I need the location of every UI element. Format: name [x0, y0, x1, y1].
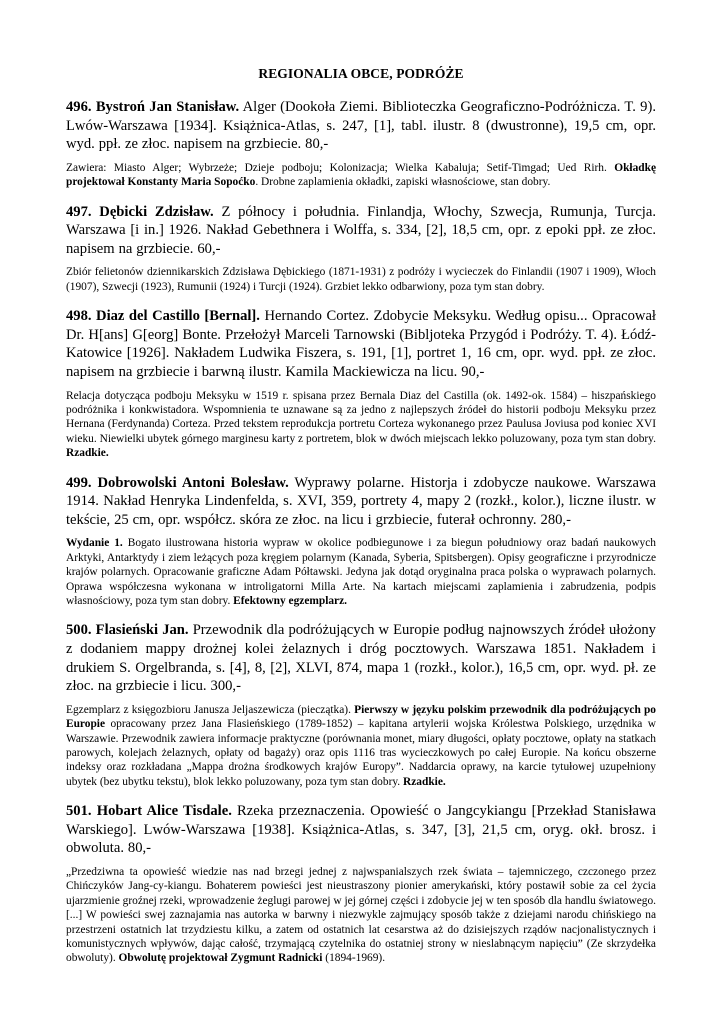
- entry-description: [66, 474, 656, 530]
- entry-main-text: Z północy i południa. Finlandja, Włochy, Szwecja, Rumunja, Turcja. Warszawa [i in.] 1926. Nakład Gebethnera i Wolffa, s. 334, [2], 18,5 cm, opr. z epoki ppł. ze złoc. napisem na grzbiecie. 60,-: [66, 203, 656, 257]
- note-highlight: Okładkę projektował Konstanty Maria Sopoćko: [66, 161, 656, 189]
- entry-author: 497. Dębicki Zdzisław.: [66, 203, 214, 220]
- entry-description: [66, 621, 656, 695]
- entry-description: [66, 802, 656, 858]
- note-highlight: Rzadkie.: [403, 775, 446, 788]
- note-text: Relacja dotycząca podboju Meksyku w 1519 r. spisana przez Bernala Diaz del Castilla (ok. 1492-ok. 1584) – hiszpańskiego podróżnika i konkwistadora. Wspomnienia te uznawane są za jedno z najlepszych źródeł do historii podboju Meksyku przez Hernana (Ferdynanda) Corteza. Przed tekstem reprodukcja portretu Corteza wykonanego przez Paulusa Joviusa pod koniec XVI wieku. Niewielki ubytek górnego marginesu karty z portretem, blok w dwóch miejscach lekko poluzowany, poza tym stan dobry.: [66, 389, 656, 445]
- entry-note: [66, 536, 656, 608]
- entry-author: 501. Hobart Alice Tisdale.: [66, 803, 232, 820]
- note-highlight: Efektowny egzemplarz.: [233, 595, 348, 607]
- catalog-page: [66, 64, 656, 979]
- entry-note: [66, 265, 656, 294]
- note-text: Bogato ilustrowana historia wypraw w okolice podbiegunowe i za biegun południowy oraz badań naukowych Arktyki, Antarktydy i ziem leżących poza kręgiem polarnym (Kanada, Syberia, Spitsbergen). Opisy geograficzne i przyrodnicze krajów polarnych. Opracowanie graficzne Adam Półtawski. Jedyna jak dotąd oryginalna praca polska o wyprawach polarnych. Oprawa współczesna wykonana w introligatorni Milla Arte. Na kartach miejscami zaplamienia i zabrudzenia, podpis własnościowy, poza tym stan dobry.: [66, 537, 656, 607]
- catalog-entry-497: [66, 203, 656, 295]
- note-text: Zbiór felietonów dziennikarskich Zdzisława Dębickiego (1871-1931) z podróży i wycieczek do Finlandii (1907 i 1909), Włoch (1907), Szwecji (1923), Rumunii (1924) i Turcji (1924). Grzbiet lekko odbarwiony, poza tym stan dobry.: [66, 266, 656, 293]
- entry-main-text: Hernando Cortez. Zdobycie Meksyku. Według opisu... Opracował Dr. H[ans] G[eorg] Bonte. Przełożył Marceli Tarnowski (Bibljoteka Przygód i Podróży. T. 4). Łódź-Katowice [1926]. Nakładem Ludwika Fiszera, s. 191, [1], portret 1, 16 cm, opr. wyd. ppł. ze złoc. napisem na grzbiecie i barwną ilustr. Kamila Mackiewicza na licu. 90,-: [66, 308, 656, 380]
- note-text: opracowany przez Jana Flasieńskiego (1789-1852) – kapitana artylerii wojska Królestwa Polskiego, urzędnika w Warszawie. Przewodnik zawiera informacje praktyczne (porównania monet, miary długości, opłaty pocztowe, opłaty na statkach parowych, kolejach żelaznych, opłaty od bagaży) oraz opis 1116 tras wycieczkowych po całej Europie. Na końcu obszerne indeksy oraz rozkładana „Mappa drożna środkowych krajów Europy”. Naddarcia oprawy, na karcie tytułowej uzupełniony ubytek (bez ubytku tekstu), blok lekko poluzowany, poza tym stan dobry.: [66, 718, 656, 788]
- entry-description: [66, 98, 656, 154]
- entry-main-text: Przewodnik dla podróżujących w Europie podług najnowszych źródeł ułożony z dodaniem mappy drożnej kolei żelaznych i dróg pocztowych. Warszawa 1851. Nakładem i drukiem S. Orgelbranda, s. [4], 8, [2], XLVI, 874, mapa 1 (rozkł., kolor.), 16,5 cm, opr. wyd. pł. ze złoc. na grzbiecie i licu. 300,-: [66, 622, 656, 695]
- note-text: . Drobne zaplamienia okładki, zapiski własnościowe, stan dobry.: [255, 176, 551, 189]
- entry-main-text: Rzeka przeznaczenia. Opowieść o Jangcykiangu [Przekład Stanisława Warskiego]. Lwów-Warszawa [1938]. Książnica-Atlas, s. 347, [3], 21,5 cm, oryg. okł. brosz. i obwoluta. 80,-: [66, 803, 656, 857]
- note-highlight: Obwolutę projektował Zygmunt Radnicki: [118, 952, 323, 965]
- note-highlight: Rzadkie.: [66, 447, 109, 460]
- entry-author: 496. Bystroń Jan Stanisław.: [66, 99, 240, 115]
- entry-description: [66, 203, 656, 259]
- catalog-entry-499: [66, 474, 656, 609]
- entry-note: [66, 703, 656, 789]
- entry-author: 500. Flasieński Jan.: [66, 622, 189, 639]
- catalog-entry-501: [66, 802, 656, 966]
- catalog-entry-498: [66, 307, 656, 460]
- entry-main-text: Alger (Dookoła Ziemi. Biblioteczka Geograficzno-Podróżnicza. T. 9). Lwów-Warszawa [1934]. Książnica-Atlas, s. 247, [1], tabl. ilustr. 8 (dwustronne), 19,5 cm, opr. wyd. ppł. ze złoc. napisem na grzbiecie. 80,-: [66, 99, 656, 153]
- note-text: Egzemplarz z księgozbioru Janusza Jeljaszewicza (pieczątka).: [66, 703, 355, 716]
- page-title: REGIONALIA OBCE, PODRÓŻE: [258, 66, 464, 81]
- note-text: (1894-1969).: [322, 952, 386, 965]
- catalog-entry-500: [66, 621, 656, 789]
- entry-author: 499. Dobrowolski Antoni Bolesław.: [66, 474, 289, 491]
- entry-note: [66, 161, 656, 190]
- note-edition: Wydanie 1.: [66, 537, 123, 550]
- note-text: Zawiera: Miasto Alger; Wybrzeże; Dzieje podboju; Kolonizacja; Wielka Kabaluja; Setif-Timgad; Ued Rirh.: [66, 161, 615, 174]
- entry-note: [66, 865, 656, 966]
- note-highlight: Pierwszy w języku polskim przewodnik dla podróżujących po Europie: [66, 703, 656, 731]
- catalog-entry-496: [66, 98, 656, 190]
- entry-description: [66, 307, 656, 381]
- entry-note: [66, 389, 656, 461]
- entry-main-text: Wyprawy polarne. Historja i zdobycze naukowe. Warszawa 1914. Nakład Henryka Lindenfelda, s. XVI, 359, portrety 4, mapy 2 (rozkł., kolor.), liczne ilustr. w tekście, 25 cm, opr. współcz. skóra ze złoc. na licu i grzbiecie, futerał ochronny. 280,-: [66, 474, 656, 528]
- entry-author: 498. Diaz del Castillo [Bernal].: [66, 308, 260, 325]
- note-text: „Przedziwna ta opowieść wiedzie nas nad brzegi jednej z najwspanialszych rzek świata – tajemniczego, czczonego przez Chińczyków Jang-cy-kiangu. Bohaterem powieści jest nieustraszony pionier amerykański, który postawił sobie za cel życia ujarzmienie groźnej rzeki, wprowadzenie żeglugi parowej w jej górnej części i zdobycie jej w ten sposób dla handlu światowego. [...] W powieści swej zaznajamia nas autorka w barwny i niezwykle zajmujący sposób także z dziejami narodu chińskiego na przestrzeni ostatnich lat trzydziestu kilku, a zatem od ostatnich lat cesarstwa aż do dzisiejszych rządów nacjonalistycznych i komunistycznych wpływów, dając całość, trzymającą czytelnika do ostatniej strony w nieslabnącym napięciu” (Ze skrzydełka obwoluty).: [66, 866, 656, 965]
